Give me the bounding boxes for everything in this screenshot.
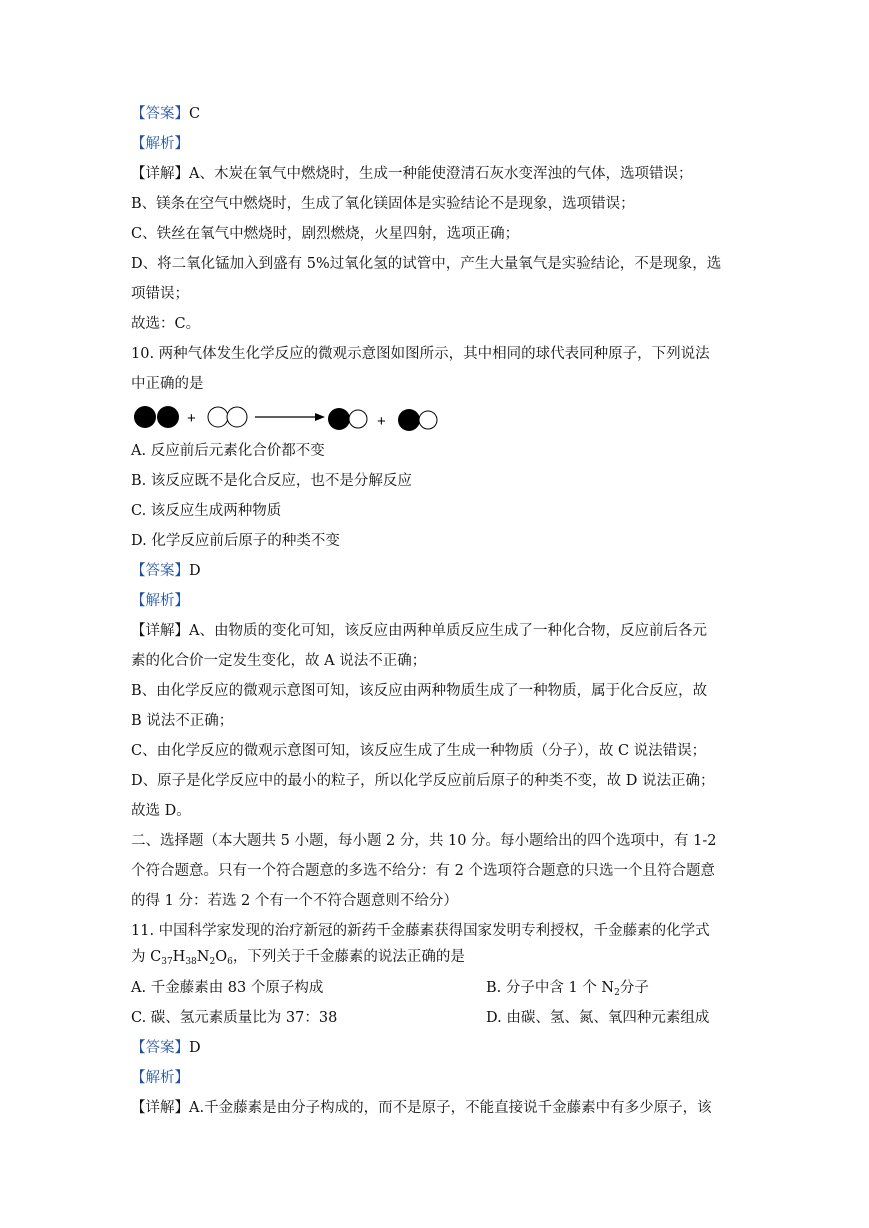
- text-line: [131, 224, 519, 244]
- white-atom: [349, 410, 367, 428]
- text-line: [131, 314, 200, 334]
- black-atom: [134, 406, 156, 428]
- line-text: 10. 两种气体发生化学反应的微观示意图如图所示，其中相同的球代表同种原子，下列说法: [131, 346, 710, 362]
- section-label: 【解析】: [131, 136, 189, 152]
- text-line: [131, 254, 721, 274]
- line-text: C、由化学反应的微观示意图可知，该反应生成了生成一种物质（分子），故 C 说法错误；: [131, 743, 707, 759]
- line-text: B、由化学反应的微观示意图可知，该反应由两种物质生成了一种物质，属于化合反应，故: [131, 683, 708, 699]
- q11-option-c: C. 碳、氢元素质量比为 37：38: [131, 1010, 338, 1026]
- text-line: [131, 134, 189, 154]
- line-text: C: [189, 106, 201, 122]
- text-line: [131, 831, 717, 851]
- line-text: 故选 D。: [131, 803, 191, 819]
- text-line: [131, 621, 707, 641]
- black-atom: [398, 409, 420, 431]
- line-text: 项错误；: [131, 286, 189, 302]
- q11-option-b: B. 分子中含 1 个 $N_2$分子: [486, 980, 649, 998]
- line-text: D、原子是化学反应中的最小的粒子，所以化学反应前后原子的种类不变，故 D 说法正确；: [131, 773, 715, 789]
- line-text: 11. 中国科学家发现的治疗新冠的新药千金藤素获得国家发明专利授权，千金藤素的化学式: [131, 923, 710, 939]
- line-text: 的得 1 分：若选 2 个有一个不符合题意则不给分）: [131, 893, 458, 909]
- text-line: [131, 561, 201, 581]
- text-line: [131, 284, 189, 304]
- line-text: C、铁丝在氧气中燃烧时，剧烈燃烧，火星四射，选项正确；: [131, 226, 520, 242]
- line-text: 故选：C。: [131, 316, 201, 332]
- line-text: 【详解】A、木炭在氧气中燃烧时，生成一种能使澄清石灰水变浑浊的气体，选项错误；: [131, 166, 693, 182]
- text-line: [131, 891, 458, 911]
- line-text: A. 反应前后元素化合价都不变: [131, 443, 325, 459]
- text-line: [131, 194, 635, 214]
- q11-analysis-label: 【解析】: [131, 1070, 189, 1086]
- plus-sign: +: [187, 410, 196, 427]
- q11-formula-line: 为 $C_{37}H_{38}N_2O_6$，下列关于千金藤素的说法正确的是: [131, 949, 465, 967]
- line-text: C. 该反应生成两种物质: [131, 503, 282, 519]
- line-text: 中正确的是: [131, 376, 204, 392]
- plus-sign: +: [377, 413, 386, 430]
- q11-option-d: D. 由碳、氢、氮、氧四种元素组成: [486, 1010, 710, 1026]
- text-line: [131, 531, 340, 551]
- text-line: [131, 681, 707, 701]
- line-text: B 说法不正确；: [131, 713, 234, 729]
- text-line: [131, 374, 204, 394]
- white-atom: [208, 407, 228, 427]
- text-line: [131, 711, 233, 731]
- line-text: B、镁条在空气中燃烧时，生成了氧化镁固体是实验结论不是现象，选项错误；: [131, 196, 635, 212]
- text-line: [131, 441, 325, 461]
- text-line: [131, 921, 710, 941]
- line-text: B. 该反应既不是化合反应，也不是分解反应: [131, 473, 412, 489]
- line-text: 素的化合价一定发生变化，故 A 说法不正确；: [131, 653, 427, 669]
- reaction-diagram: [131, 403, 451, 437]
- text-line: [131, 164, 692, 184]
- text-line: [131, 471, 412, 491]
- section-label: 【答案】: [131, 106, 189, 122]
- line-text: D: [189, 563, 201, 579]
- text-line: [131, 651, 426, 671]
- text-line: [131, 344, 710, 364]
- line-text: 二、选择题（本大题共 5 小题，每小题 2 分，共 10 分。每小题给出的四个选项中，有 1-2: [131, 833, 717, 849]
- text-line: [131, 501, 281, 521]
- q11-detail: 【详解】A.千金藤素是由分子构成的，而不是原子，不能直接说千金藤素中有多少原子，该: [131, 1100, 712, 1116]
- section-label: 【解析】: [131, 593, 189, 609]
- white-atom: [227, 407, 247, 427]
- arrow-head: [315, 413, 325, 421]
- line-text: D. 化学反应前后原子的种类不变: [131, 533, 340, 549]
- q11-option-a: A. 千金藤素由 83 个原子构成: [131, 980, 324, 996]
- white-atom: [419, 411, 437, 429]
- section-label: 【答案】: [131, 563, 189, 579]
- text-line: [131, 591, 189, 611]
- line-text: 【详解】A、由物质的变化可知，该反应由两种单质反应生成了一种化合物，反应前后各元: [131, 623, 707, 639]
- text-line: [131, 771, 714, 791]
- black-atom: [157, 406, 179, 428]
- line-text: 个符合题意。只有一个符合题意的多选不给分：有 2 个选项符合题意的只选一个且符合题意: [131, 863, 715, 879]
- text-line: [131, 861, 715, 881]
- text-line: [131, 104, 200, 124]
- q11-answer: 【答案】D: [131, 1040, 201, 1056]
- chemical-formula: $C_{37}H_{38}N_2O_6$: [150, 949, 233, 967]
- text-line: [131, 801, 191, 821]
- line-text: D、将二氧化锰加入到盛有 5%过氧化氢的试管中，产生大量氧气是实验结论，不是现象，选: [131, 256, 722, 272]
- black-atom: [328, 408, 350, 430]
- text-line: [131, 741, 706, 761]
